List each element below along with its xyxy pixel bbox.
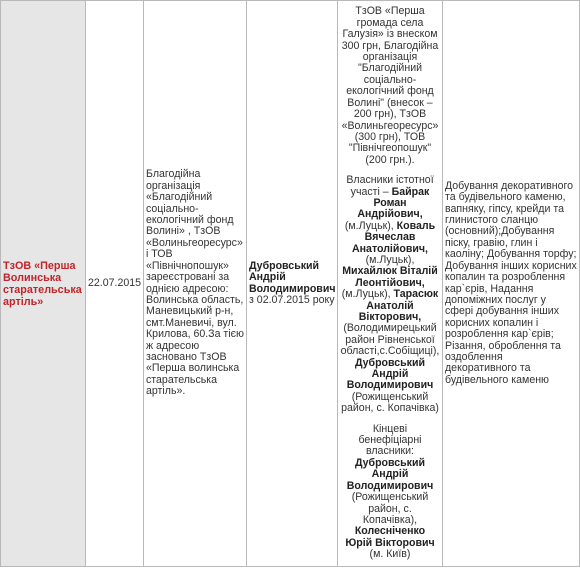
activities-cell: [443, 1, 580, 567]
registration-date-cell: [86, 1, 144, 567]
significant-intro: Власники істотної участі –: [346, 174, 434, 198]
beneficiary-place: (м. Київ): [369, 548, 411, 561]
significant-owner-place: (Рожищенський район, с. Копачівка): [341, 390, 439, 415]
significant-owner-name: Байрак Роман Андрійович,: [357, 185, 430, 221]
founders-text: Благодійна організація «Благодійний соціально-екологічний фонд Волині» , ТзОВ «Волиньгеоресурс» і ТОВ «Північнопошук» зареєстровані за однією адресою: Волинська область, Маневицький р-н, смт.Маневичі, вул. Крилова, 60.За тією ж адресою засновано ТзОВ «Перша волинська старательська артіль».: [146, 168, 244, 398]
beneficiaries: [340, 424, 440, 561]
significant-owner-name: Коваль Вячеслав Анатолійович,: [352, 219, 436, 255]
significant-owner-place: (м.Луцьк),: [365, 253, 415, 266]
significant-owner-name: Дубровський Андрій Володимирович: [346, 356, 434, 392]
beneficiaries-intro: Кінцеві бенефіціарні власники:: [358, 422, 422, 458]
founders-cell: [144, 1, 247, 567]
significant-owner-name: Тарасюк Анатолій Вікторович,: [358, 288, 439, 324]
significant-owner-place: (м.Луцьк),: [344, 219, 394, 232]
company-name-link[interactable]: ТзОВ «Перша Волинська старательська артіль»: [3, 259, 82, 308]
table-row: [1, 1, 580, 567]
beneficiary-name: Колесніченко Юрій Вікторович: [345, 525, 435, 549]
activities-text: Добування декоративного та будівельного каменю, вапняку, гіпсу, крейди та глинистого сланцю (основний);Добування піску, гравію, глин і каоліну; Добування торфу; Добування інших корисних копалин та розроблення кар`єрів, Надання допоміжних послуг у сфері добування інших корисних копалин і розроблення кар`єрів; Різання, оброблення та оздоблення декоративного та будівельного каменю: [445, 179, 577, 386]
significant-owner-place: (Володимирецький район Рівненської області,с.Собіщиці),: [340, 322, 440, 358]
significant-owner-name: Михайлюк Віталій Леонтійович,: [342, 265, 438, 289]
owners-cell: [338, 1, 443, 567]
head-since: з 02.07.2015 року: [249, 293, 335, 306]
beneficiary-name: Дубровський Андрій Володимирович: [346, 456, 434, 492]
company-name-cell: [1, 1, 86, 567]
beneficiary-place: (Рожищенський район, с. Копачівка),: [351, 491, 429, 526]
owners-founders: [340, 6, 440, 166]
significant-owner-place: (м.Луцьк),: [341, 288, 391, 301]
significant-owners: [340, 175, 440, 415]
head-cell: [247, 1, 338, 567]
head-name: Дубровський Андрій Володимирович: [249, 259, 336, 295]
owners-founders-text: ТзОВ «Перша громада села Галузія» із внеском 300 грн, Благодійна організація "Благодійний соціально-екологічний фонд Волині" (внесок – 200 грн), ТзОВ «Волиньгеоресурс» (300 грн), ТОВ "Північгеопошук" (200 грн.).: [341, 5, 439, 166]
registration-date: 22.07.2015: [88, 276, 142, 289]
